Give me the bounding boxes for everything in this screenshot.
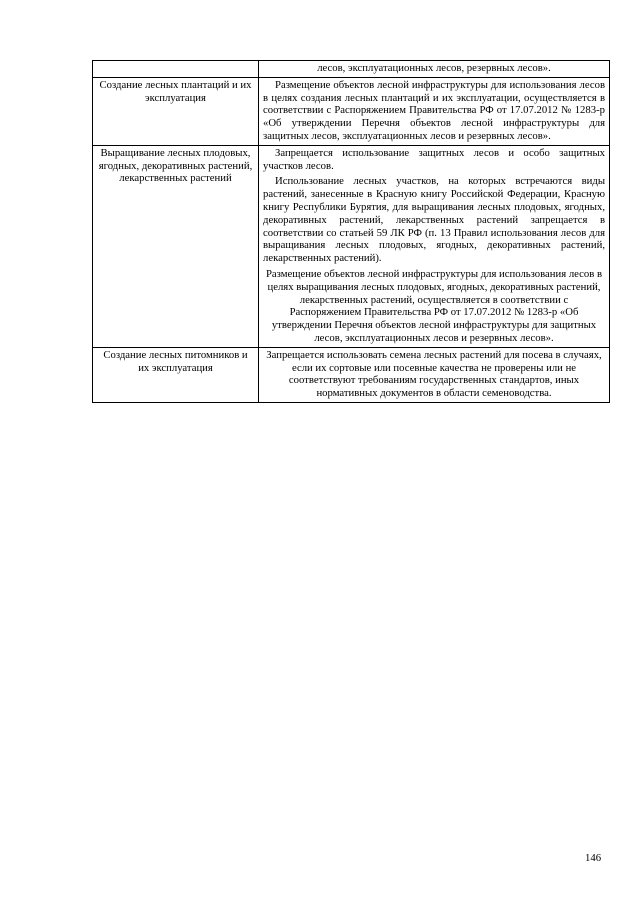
table-row (93, 347, 610, 402)
requirement-paragraph: Запрещается использовать семена лесных растений для посева в случаях, если их сортовые или посевные качества не проверены или не соответствуют требованиям государственных стандартов, иных нормативных документов в области семеноводства. (266, 348, 602, 400)
requirements-cell (259, 145, 610, 347)
requirements-cell (259, 61, 610, 78)
requirement-paragraph: лесов, эксплуатационных лесов, резервных лесов». (317, 62, 551, 74)
requirement-paragraph: Запрещается использование защитных лесов и особо защитных участков лесов. (263, 146, 605, 172)
requirement-paragraph: Размещение объектов лесной инфраструктуры для использования лесов в целях выращивания лесных плодовых, ягодных, декоративных растений, лекарственных растений, осуществляется в соответствии с Распоряжением Правительства РФ от 17.07.2012 № 1283-р «Об утверждении Перечня объектов лесной инфраструктуры для защитных лесов, эксплуатационных лесов и резервных лесов». (265, 267, 603, 344)
activity-cell (93, 61, 259, 78)
activity-cell: Создание лесных питомников и их эксплуатация (93, 347, 259, 402)
requirements-cell (259, 77, 610, 145)
activity-cell: Создание лесных плантаций и их эксплуатация (93, 77, 259, 145)
requirement-paragraph: Размещение объектов лесной инфраструктуры для использования лесов в целях создания лесных плантаций и их эксплуатации, осуществляется в соответствии с Распоряжением Правительства РФ от 17.07.2012 № 1283-р «Об утверждении Перечня объектов лесной инфраструктуры для защитных лесов, эксплуатационных лесов и резервных лесов». (263, 78, 605, 142)
activity-cell: Выращивание лесных плодовых, ягодных, декоративных растений, лекарственных растений (93, 145, 259, 347)
table-row (93, 77, 610, 145)
table-row (93, 145, 610, 347)
table-row (93, 61, 610, 78)
regulations-table (92, 60, 610, 403)
requirements-cell (259, 347, 610, 402)
requirement-paragraph: Использование лесных участков, на которых встречаются виды растений, занесенные в Красную книгу Российской Федерации, Красную книгу Республики Бурятия, для выращивания лесных плодовых, ягодных, декоративных растений, лекарственных растений запрещается в соответствии со статьей 59 ЛК РФ (п. 13 Правил использования лесов для выращивания лесных плодовых, ягодных, декоративных растений, лекарственных растений). (263, 175, 605, 265)
page-number: 146 (585, 852, 602, 864)
